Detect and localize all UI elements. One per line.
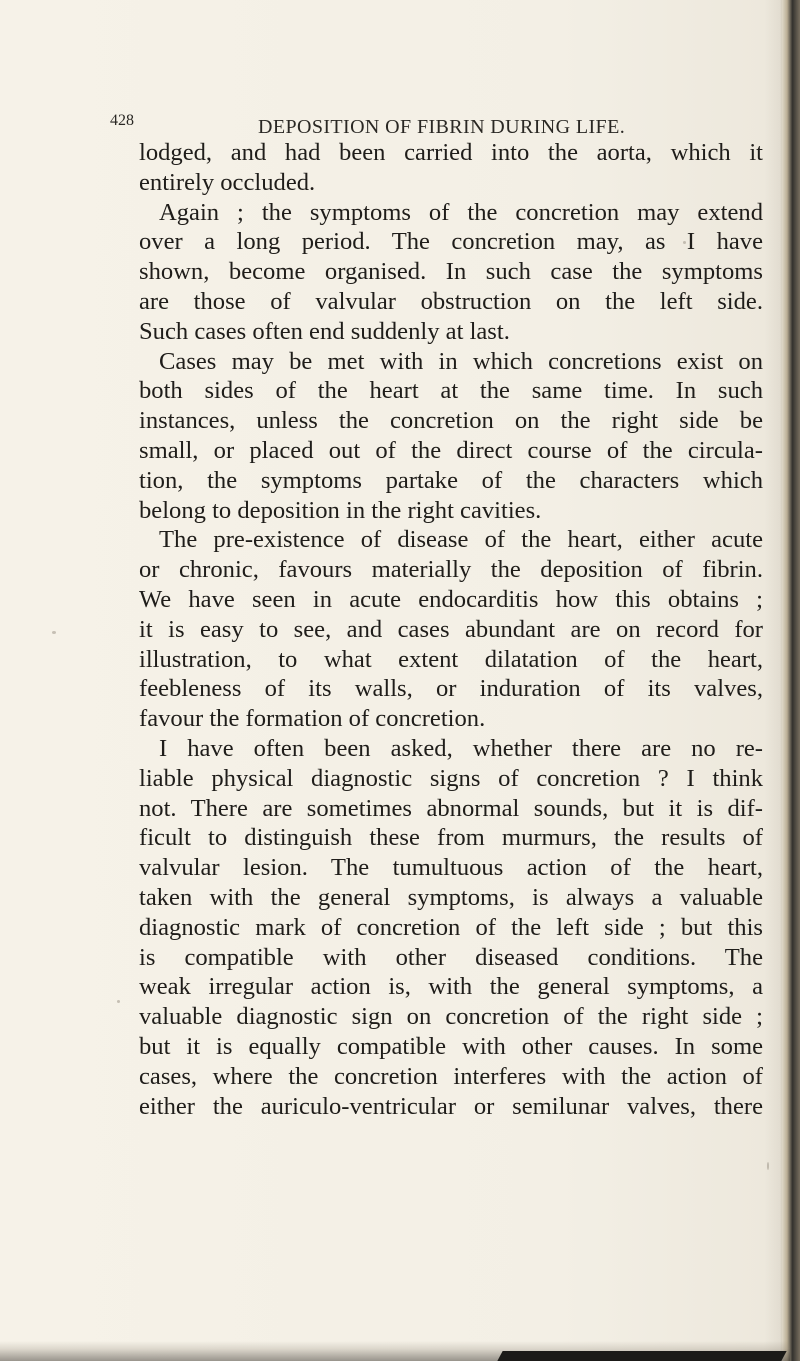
- text-line: both sides of the heart at the same time. In such: [139, 377, 763, 405]
- paper-speck: [52, 631, 56, 634]
- text-line: over a long period. The concretion may, as I have: [139, 228, 763, 256]
- binding-edge: [780, 0, 800, 1361]
- text-line: illustration, to what extent dilatation of the heart,: [139, 645, 763, 673]
- text-line: weak irregular action is, with the general symptoms, a: [139, 973, 763, 1001]
- text-line: I have often been asked, whether there are no re-: [159, 734, 763, 762]
- text-line: Cases may be met with in which concretions exist on: [159, 347, 763, 375]
- text-line: or chronic, favours materially the deposition of fibrin.: [139, 556, 763, 584]
- text-line: instances, unless the concretion on the right side be: [139, 407, 763, 435]
- page-number: 428: [110, 112, 134, 129]
- text-line: tion, the symptoms partake of the characters which: [139, 466, 763, 494]
- text-line: lodged, and had been carried into the aorta, which it: [139, 139, 763, 166]
- page-body-text: [139, 138, 763, 1121]
- running-title: DEPOSITION OF FIBRIN DURING LIFE.: [258, 116, 626, 138]
- text-line: ficult to distinguish these from murmurs, the results of: [139, 824, 763, 852]
- text-line: Such cases often end suddenly at last.: [139, 317, 510, 345]
- text-line: favour the formation of concretion.: [139, 705, 486, 733]
- text-line: diagnostic mark of concretion of the left side ; but this: [139, 913, 763, 941]
- text-line: is compatible with other diseased conditions. The: [139, 943, 763, 971]
- text-line: valuable diagnostic sign on concretion of the right side ;: [139, 1003, 763, 1031]
- text-line: taken with the general symptoms, is always a valuable: [139, 883, 763, 911]
- text-line: shown, become organised. In such case the symptoms: [139, 258, 763, 286]
- text-line: small, or placed out of the direct course of the circula-: [139, 436, 763, 464]
- text-line: either the auriculo-ventricular or semilunar valves, there: [139, 1092, 763, 1120]
- text-line: feebleness of its walls, or induration of its valves,: [139, 675, 763, 703]
- text-line: but it is equally compatible with other causes. In some: [139, 1032, 763, 1060]
- text-line: not. There are sometimes abnormal sounds, but it is dif-: [139, 794, 763, 822]
- paper-speck: [767, 1162, 769, 1170]
- text-line: are those of valvular obstruction on the left side.: [139, 287, 763, 315]
- text-line: We have seen in acute endocarditis how this obtains ;: [139, 585, 763, 613]
- text-line: entirely occluded.: [139, 168, 316, 196]
- text-line: Again ; the symptoms of the concretion may extend: [159, 198, 763, 226]
- text-line: liable physical diagnostic signs of concretion ? I think: [139, 764, 763, 792]
- text-line: belong to deposition in the right cavities.: [139, 496, 542, 524]
- text-line: valvular lesion. The tumultuous action of the heart,: [139, 854, 763, 882]
- text-line: The pre-existence of disease of the heart, either acute: [159, 526, 763, 554]
- text-line: cases, where the concretion interferes with the action of: [139, 1062, 763, 1090]
- bottom-scan-edge: [497, 1351, 786, 1361]
- text-line: it is easy to see, and cases abundant are on record for: [139, 615, 763, 643]
- paper-speck: [117, 1000, 120, 1003]
